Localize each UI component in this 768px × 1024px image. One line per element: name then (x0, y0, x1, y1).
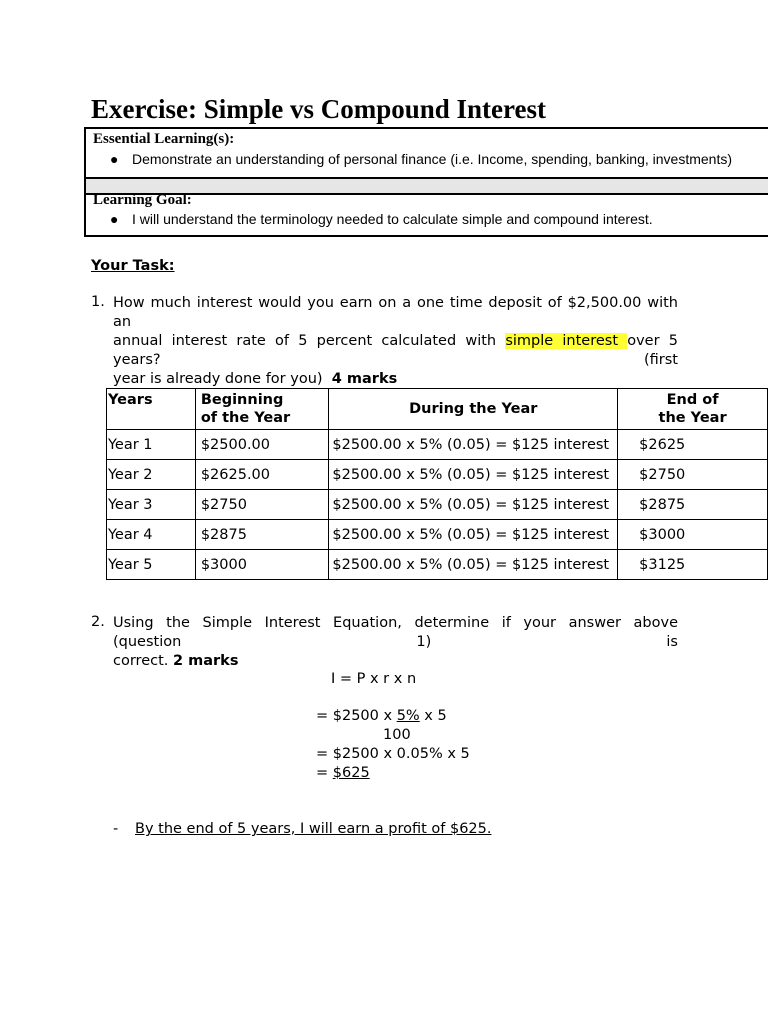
cell-year: Year 5 (107, 550, 196, 580)
conclusion-dash: - (113, 821, 119, 837)
cell-during: $2500.00 x 5% (0.05) = $125 interest (329, 460, 618, 490)
interest-table (106, 388, 768, 580)
essential-learning-bullet (110, 151, 732, 167)
task-heading: Your Task: (91, 258, 175, 274)
step1-post: x 5 (419, 708, 447, 724)
q1-line2-after: over 5 years? (first (113, 333, 678, 368)
cell-beginning: $2875 (195, 520, 329, 550)
cell-end: $3125 (618, 550, 768, 580)
question-1-text (113, 294, 678, 389)
question-1-line-2 (113, 332, 678, 370)
question-1-marks: 4 marks (331, 371, 398, 387)
cell-end: $2750 (618, 460, 768, 490)
learning-goal-bullet (110, 211, 653, 227)
work-step-3 (316, 765, 370, 781)
cell-beginning: $2625.00 (195, 460, 329, 490)
cell-during: $2500.00 x 5% (0.05) = $125 interest (329, 550, 618, 580)
header-beginning-l2: of the Year (200, 410, 291, 426)
cell-during: $2500.00 x 5% (0.05) = $125 interest (329, 490, 618, 520)
bullet-icon: ● (110, 211, 119, 227)
step3-pre: = (316, 765, 333, 781)
cell-end: $2625 (618, 430, 768, 460)
q1-line3-text: year is already done for you) (113, 371, 323, 387)
question-2-marks: 2 marks (173, 653, 239, 669)
cell-year: Year 3 (107, 490, 196, 520)
learning-goal-heading: Learning Goal: (93, 192, 192, 208)
header-during: During the Year (329, 389, 618, 430)
table-row (107, 490, 768, 520)
essential-learning-text: Demonstrate an understanding of personal finance (i.e. Income, spending, banking, investments) (132, 151, 733, 167)
table-row (107, 550, 768, 580)
question-1-number: 1. (91, 294, 105, 310)
header-end-l2: the Year (658, 410, 727, 426)
cell-during: $2500.00 x 5% (0.05) = $125 interest (329, 430, 618, 460)
highlight-simple-interest: simple interest (505, 333, 628, 349)
question-2-number: 2. (91, 614, 105, 630)
question-2-text (113, 614, 678, 671)
question-2-line-1: Using the Simple Interest Equation, determine if your answer above (question 1) is (113, 615, 678, 650)
table-row (107, 460, 768, 490)
table-header-row (107, 389, 768, 430)
header-years: Years (107, 389, 196, 430)
work-step-1 (316, 708, 447, 724)
cell-end: $3000 (618, 520, 768, 550)
header-beginning-l1: Beginning (200, 392, 284, 408)
step1-fraction-numerator: 5% (396, 708, 420, 724)
cell-beginning: $2750 (195, 490, 329, 520)
final-answer: $625 (332, 765, 370, 781)
header-end (618, 389, 768, 430)
equation: I = P x r x n (331, 671, 417, 687)
conclusion-text: By the end of 5 years, I will earn a profit of $625. (135, 821, 492, 837)
essential-learning-heading: Essential Learning(s): (93, 131, 235, 147)
header-end-l1: End of (666, 392, 719, 408)
cell-beginning: $3000 (195, 550, 329, 580)
page-title: Exercise: Simple vs Compound Interest (91, 94, 547, 124)
work-step-2: = $2500 x 0.05% x 5 (316, 746, 470, 762)
work-step-1-denominator: 100 (383, 727, 411, 743)
cell-end: $2875 (618, 490, 768, 520)
question-2-line-2 (113, 652, 678, 671)
cell-year: Year 1 (107, 430, 196, 460)
cell-during: $2500.00 x 5% (0.05) = $125 interest (329, 520, 618, 550)
cell-beginning: $2500.00 (195, 430, 329, 460)
cell-year: Year 4 (107, 520, 196, 550)
learning-box (84, 127, 768, 237)
cell-year: Year 2 (107, 460, 196, 490)
q2-line2-text: correct. (113, 653, 169, 669)
question-1-line-1: How much interest would you earn on a one time deposit of $2,500.00 with an (113, 295, 678, 330)
header-beginning (195, 389, 329, 430)
step1-pre: = $2500 x (316, 708, 397, 724)
q1-line2-before: annual interest rate of 5 percent calculated with (113, 333, 506, 349)
bullet-icon: ● (110, 151, 119, 167)
table-row (107, 430, 768, 460)
question-1-line-3 (113, 370, 678, 389)
table-row (107, 520, 768, 550)
learning-goal-text: I will understand the terminology needed to calculate simple and compound interest. (132, 211, 653, 227)
